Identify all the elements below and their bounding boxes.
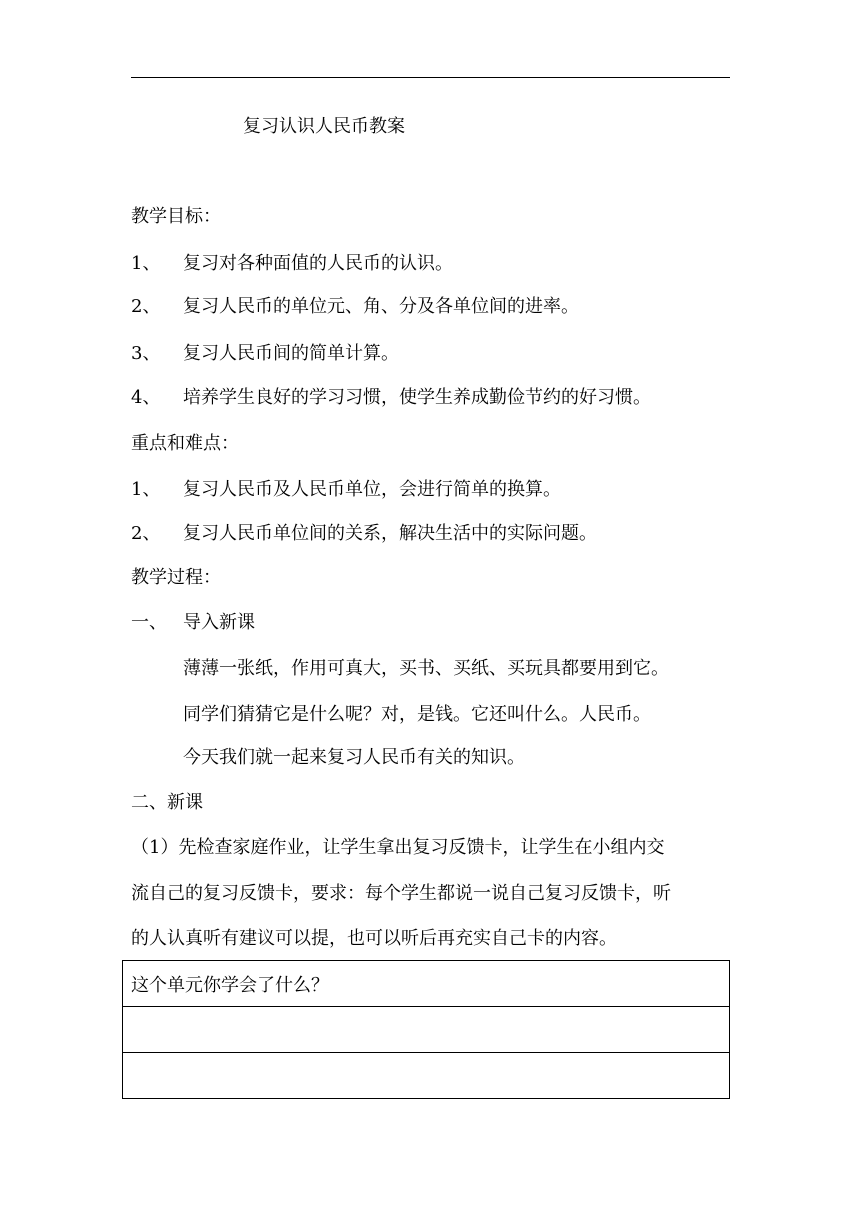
process-heading: 教学过程： bbox=[131, 567, 221, 588]
paragraph-line-3: 的人认真听有建议可以提，也可以听后再充实自己卡的内容。 bbox=[131, 928, 617, 949]
key-point-1-text: 复习人民币及人民币单位，会进行简单的换算。 bbox=[183, 479, 561, 500]
section-1-number: 一、 bbox=[131, 612, 167, 633]
table-row bbox=[123, 1053, 730, 1099]
paragraph-line-1: （1）先检查家庭作业，让学生拿出复习反馈卡，让学生在小组内交 bbox=[131, 837, 665, 858]
objective-2-number: 2、 bbox=[131, 296, 161, 317]
feedback-table bbox=[122, 960, 730, 1099]
table-row bbox=[123, 961, 730, 1007]
paragraph-line-2: 流自己的复习反馈卡，要求：每个学生都说一说自己复习反馈卡，听 bbox=[131, 883, 671, 904]
objective-1-number: 1、 bbox=[131, 253, 161, 274]
objectives-heading: 教学目标： bbox=[131, 206, 221, 227]
objective-1-text: 复习对各种面值的人民币的认识。 bbox=[183, 253, 453, 274]
document-title: 复习认识人民币教案 bbox=[243, 116, 405, 137]
table-cell-question: 这个单元你学会了什么？ bbox=[123, 961, 730, 1007]
objective-3-text: 复习人民币间的简单计算。 bbox=[183, 343, 399, 364]
objective-4-number: 4、 bbox=[131, 387, 161, 408]
key-points-heading: 重点和难点： bbox=[131, 433, 239, 454]
key-point-2-text: 复习人民币单位间的关系，解决生活中的实际问题。 bbox=[183, 523, 597, 544]
objective-3-number: 3、 bbox=[131, 343, 161, 364]
key-point-2-number: 2、 bbox=[131, 523, 161, 544]
table-row bbox=[123, 1007, 730, 1053]
intro-line-3: 今天我们就一起来复习人民币有关的知识。 bbox=[183, 747, 525, 768]
table-cell-empty bbox=[123, 1053, 730, 1099]
objective-4-text: 培养学生良好的学习习惯，使学生养成勤俭节约的好习惯。 bbox=[183, 387, 651, 408]
intro-line-1: 薄薄一张纸，作用可真大，买书、买纸、买玩具都要用到它。 bbox=[183, 658, 669, 679]
section-1-title: 导入新课 bbox=[183, 612, 255, 633]
header-rule bbox=[131, 77, 730, 78]
intro-line-2: 同学们猜猜它是什么呢？对，是钱。它还叫什么。人民币。 bbox=[183, 704, 651, 725]
section-2-heading: 二、新课 bbox=[131, 792, 203, 813]
key-point-1-number: 1、 bbox=[131, 479, 161, 500]
objective-2-text: 复习人民币的单位元、角、分及各单位间的进率。 bbox=[183, 296, 579, 317]
table-cell-empty bbox=[123, 1007, 730, 1053]
